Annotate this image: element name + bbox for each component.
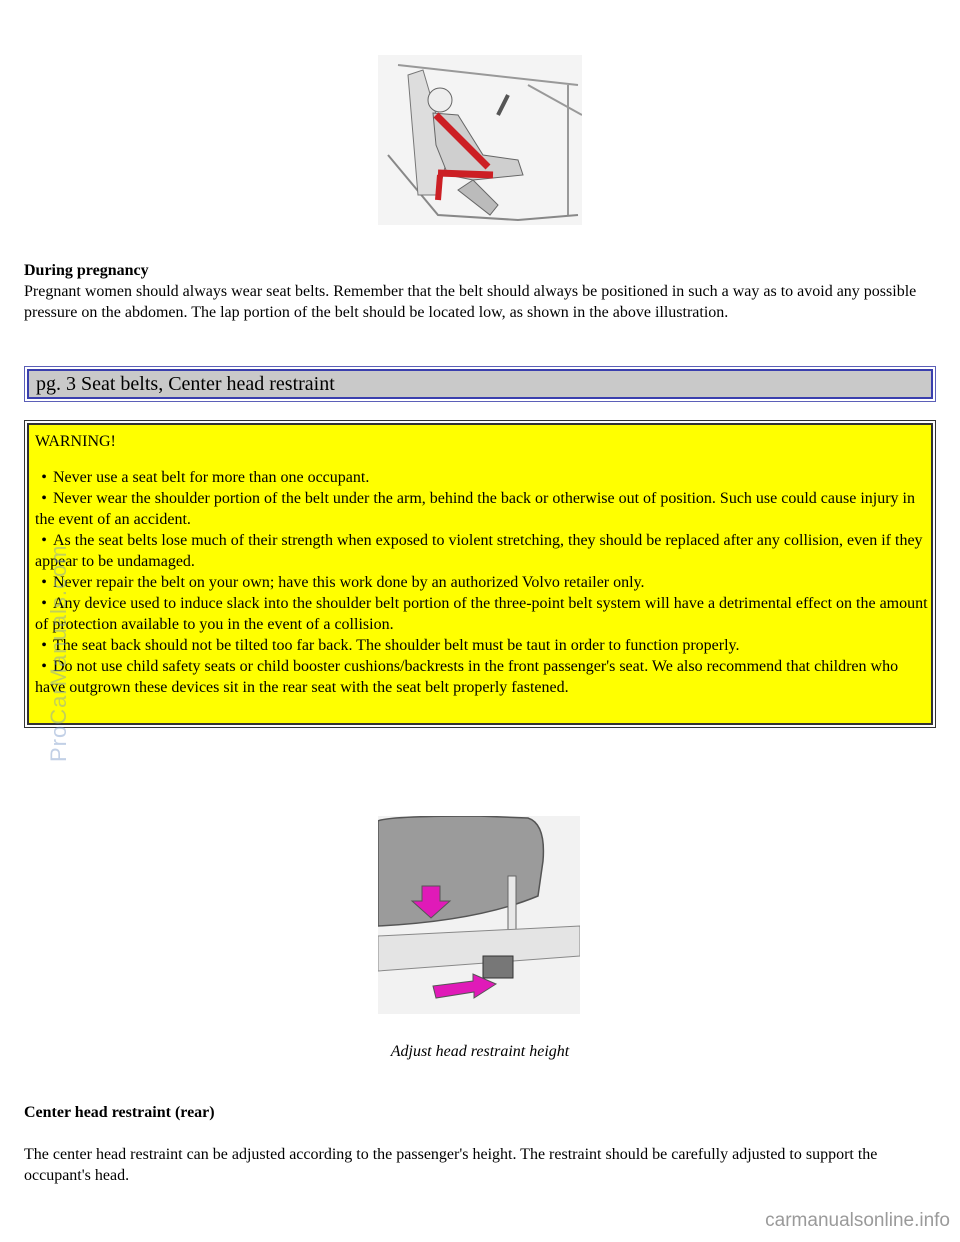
warning-item: • Never use a seat belt for more than one occupant. [35, 467, 931, 488]
bullet-icon: • [41, 490, 47, 507]
pregnancy-section [24, 260, 936, 323]
warning-list [35, 467, 931, 698]
bullet-icon: • [41, 574, 47, 591]
warning-item: • Do not use child safety seats or child booster cushions/backrests in the front passenger's seat. We also recommend that children who have outgrown these devices sit in the rear seat with the seat belt properly fastened. [35, 658, 899, 696]
page-section-header [24, 366, 936, 402]
warning-item: • Any device used to induce slack into the shoulder belt portion of the three-point belt system will have a detrimental effect on the amount of protection available to you in the event of a collision. [35, 595, 928, 633]
warning-box [24, 420, 936, 728]
figure-caption: Adjust head restraint height [390, 1043, 570, 1060]
footer-watermark: carmanualsonline.info [765, 1210, 950, 1231]
center-restraint-heading: Center head restraint (rear) [24, 1104, 215, 1121]
bullet-icon: • [41, 595, 47, 612]
pregnancy-seatbelt-illustration [378, 55, 582, 238]
bullet-icon: • [41, 532, 47, 549]
warning-item: • Never repair the belt on your own; have this work done by an authorized Volvo retailer only. [35, 572, 931, 593]
warning-title: WARNING! [35, 433, 116, 450]
bullet-icon: • [41, 658, 47, 675]
head-restraint-illustration [378, 816, 580, 1014]
side-watermark: ProCarManuals.com [46, 544, 71, 762]
center-restraint-body: The center head restraint can be adjusted according to the passenger's height. The restraint should be carefully adjusted to support the occupant's head. [24, 1146, 878, 1184]
pregnancy-body: Pregnant women should always wear seat belts. Remember that the belt should always be positioned in such a way as to avoid any possible pressure on the abdomen. The lap portion of the belt should be located low, as shown in the above illustration. [24, 283, 917, 321]
warning-item: • Never wear the shoulder portion of the belt under the arm, behind the back or otherwise out of position. Such use could cause injury in the event of an accident. [35, 490, 915, 528]
page-section-title: pg. 3 Seat belts, Center head restraint [27, 369, 933, 399]
pregnancy-heading: During pregnancy [24, 262, 149, 279]
bullet-icon: • [41, 469, 47, 486]
warning-item: • The seat back should not be tilted too far back. The shoulder belt must be taut in order to function properly. [35, 635, 931, 656]
warning-item: • As the seat belts lose much of their strength when exposed to violent stretching, they should be replaced after any collision, even if they appear to be undamaged. [35, 532, 923, 570]
bullet-icon: • [41, 637, 47, 654]
